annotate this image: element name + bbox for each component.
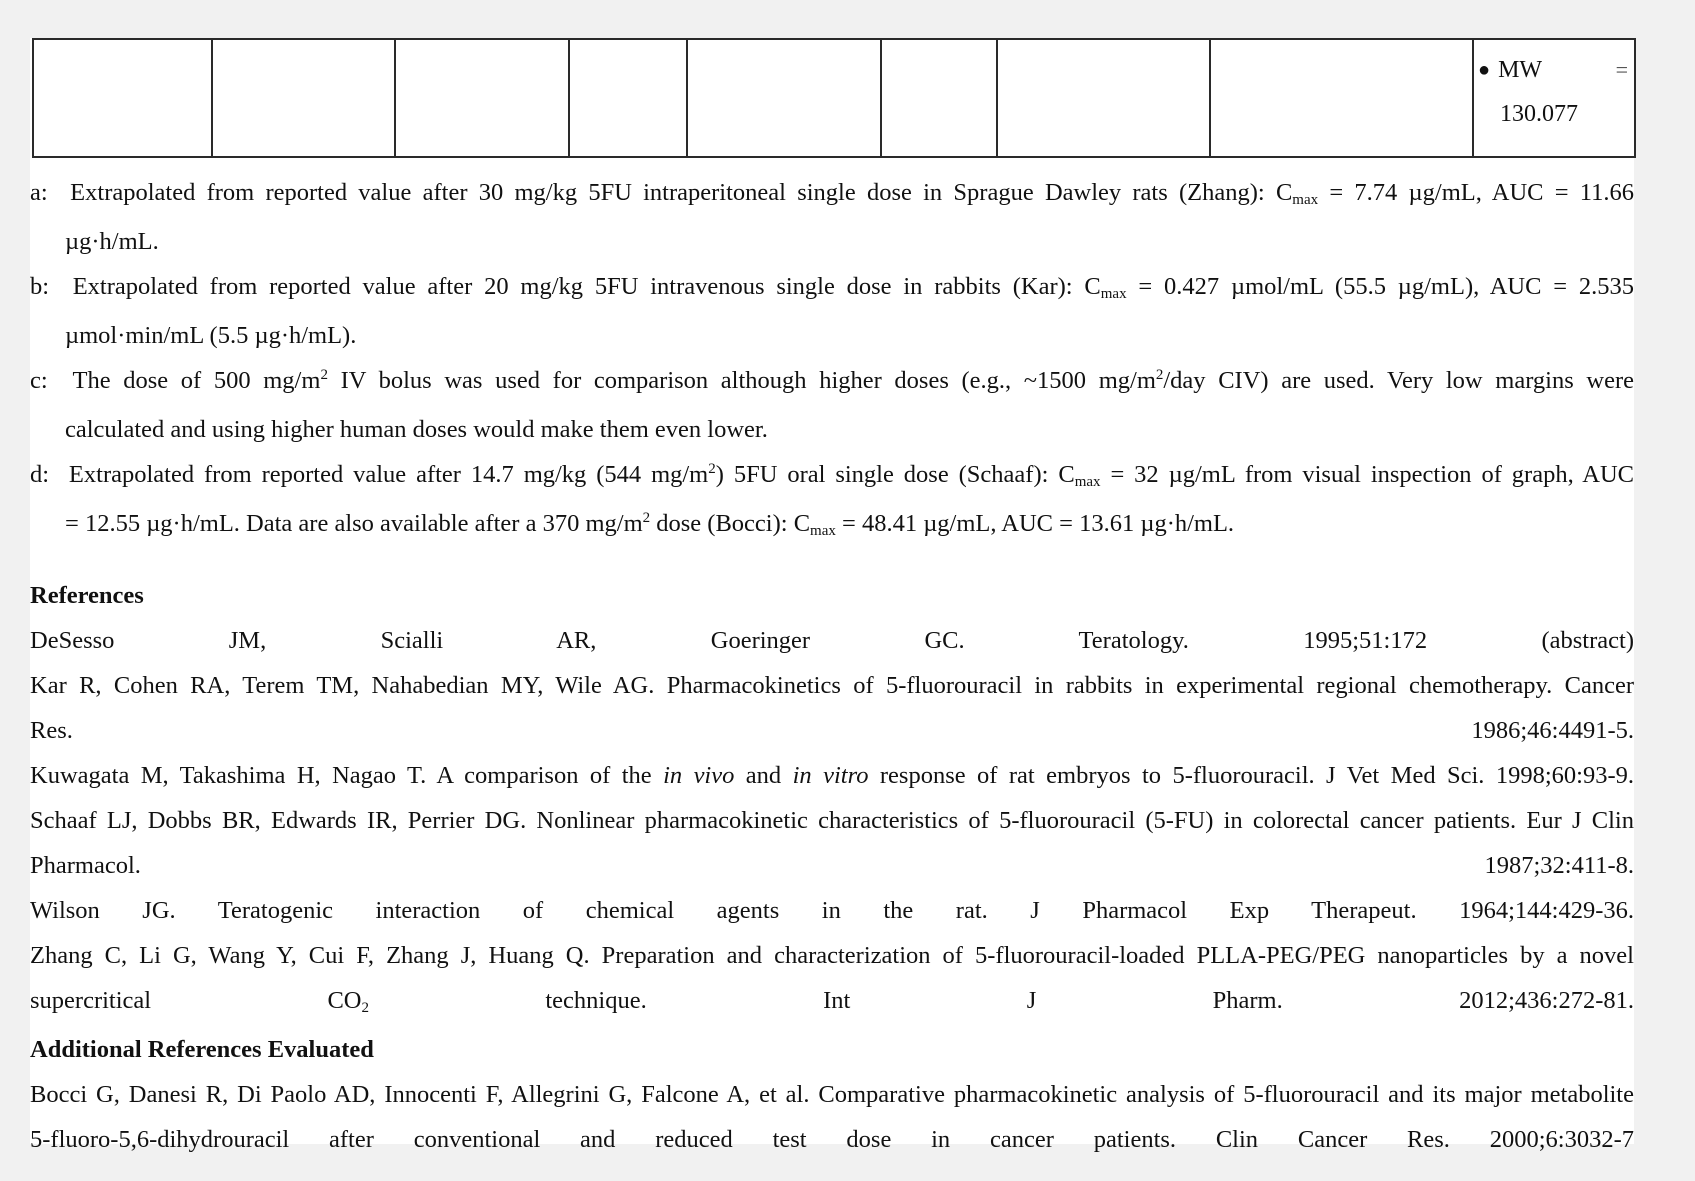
table-cell: [33, 39, 212, 157]
footnote-d: d: Extrapolated from reported value after 14.7 mg/kg (544 $mg/m^2$) 5FU oral single dose (Schaaf): Cmax = 32 µg/mL from visual inspection of graph, AUC = 12.55 µg·h/mL. Data are also available after a 370 $mg/m^2$ dose (Bocci): Cmax = 48.41 µg/mL, AUC = 13.61 µg·h/mL.: [30, 461, 1634, 539]
mw-value: 130.077: [1500, 101, 1578, 127]
additional-references-heading: Additional References Evaluated: [30, 1036, 374, 1063]
footnote-letter: a:: [30, 179, 48, 206]
table-cell: [212, 39, 395, 157]
references-heading: References: [30, 582, 144, 609]
reference-item: Wilson JG. Teratogenic interaction of chemical agents in the rat. J Pharmacol Exp Therapeut. 1964;144:429-36.: [30, 897, 1634, 924]
bullet-icon: ●: [1478, 59, 1491, 81]
reference-item: Zhang C, Li G, Wang Y, Cui F, Zhang J, Huang Q. Preparation and characterization of 5-fluorouracil-loaded PLLA-PEG/PEG nanoparticles by a novel supercritical CO2 technique. Int J Pharm. 2012;436:272-81.: [30, 942, 1634, 1016]
document-page: [30, 38, 1635, 1153]
mw-cell: [1473, 39, 1635, 157]
footnotes: [30, 170, 1634, 550]
reference-item: DeSesso JM, Scialli AR, Goeringer GC. Teratology. 1995;51:172 (abstract): [30, 627, 1634, 654]
footnote-letter: b:: [30, 273, 50, 300]
table-cell: [569, 39, 687, 157]
references-section: [30, 573, 1634, 1162]
table-row: [33, 39, 1635, 157]
mw-label: MW: [1498, 57, 1543, 83]
table-cell: [395, 39, 569, 157]
footnote-letter: d:: [30, 461, 50, 488]
table-cell: [881, 39, 997, 157]
table-cell: [687, 39, 881, 157]
footnote-c: c: The dose of 500 $mg/m^2$ IV bolus was used for comparison although higher doses (e.g., ~1500 $mg/m^2$/day CIV) are used. Very low margins were calculated and using higher human doses would make them even lower.: [30, 367, 1634, 443]
reference-item: Kar R, Cohen RA, Terem TM, Nahabedian MY, Wile AG. Pharmacokinetics of 5-fluorouracil in rabbits in experimental regional chemotherapy. Cancer Res. 1986;46:4491-5.: [30, 672, 1634, 744]
table-cell: [1210, 39, 1473, 157]
footnote-letter: c:: [30, 367, 48, 394]
reference-item: Kuwagata M, Takashima H, Nagao T. A comparison of the in vivo and in vitro response of rat embryos to 5-fluorouracil. J Vet Med Sci. 1998;60:93-9.: [30, 762, 1635, 789]
table-cell: [997, 39, 1210, 157]
reference-item: Bocci G, Danesi R, Di Paolo AD, Innocenti F, Allegrini G, Falcone A, et al. Comparative pharmacokinetic analysis of 5-fluorouracil and its major metabolite 5-fluoro-5,6-dihydrouracil after conventional and reduced test dose in cancer patients. Clin Cancer Res. 2000;6:3032-7: [30, 1081, 1634, 1153]
reference-item: Schaaf LJ, Dobbs BR, Edwards IR, Perrier DG. Nonlinear pharmacokinetic characteristics of 5-fluorouracil (5-FU) in colorectal cancer patients. Eur J Clin Pharmacol. 1987;32:411-8.: [30, 807, 1634, 879]
mw-equals: =: [1615, 57, 1628, 82]
data-table-fragment: [32, 38, 1636, 158]
footnote-a: a: Extrapolated from reported value after 30 mg/kg 5FU intraperitoneal single dose in Sprague Dawley rats (Zhang): Cmax = 7.74 µg/mL, AUC = 11.66 µg·h/mL.: [30, 179, 1634, 255]
footnote-b: b: Extrapolated from reported value after 20 mg/kg 5FU intravenous single dose in rabbits (Kar): Cmax = 0.427 µmol/mL (55.5 µg/mL), AUC = 2.535 µmol·min/mL (5.5 µg·h/mL).: [30, 273, 1634, 349]
